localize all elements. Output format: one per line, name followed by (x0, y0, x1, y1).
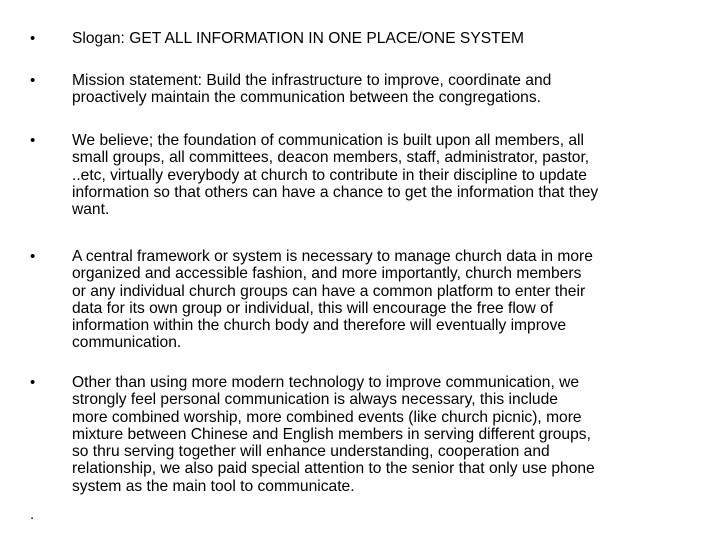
bullet-icon: • (30, 248, 36, 265)
bullet-icon: • (30, 30, 36, 47)
bullet-icon: • (30, 132, 36, 149)
bullet-icon: • (30, 72, 36, 89)
bullet-icon: • (30, 374, 36, 391)
bullet-text: Mission statement: Build the infrastructure to improve, coordinate and proactively maintain the communication between the congregations. (72, 72, 552, 107)
bullet-text: Slogan: GET ALL INFORMATION IN ONE PLACE/ONE SYSTEM (72, 30, 525, 47)
bullet-text: Other than using more modern technology to improve communication, we strongly feel personal communication is always necessary, this include more combined worship, more combined events (like church picnic), more mixture between Chinese and English members in serving different groups, so thru serving together will enhance understanding, cooperation and relationship, we also paid special attention to the senior that only use phone system as the main tool to communicate. (72, 374, 595, 495)
bullet-text: A central framework or system is necessary to manage church data in more organized and accessible fashion, and more importantly, church members or any individual church groups can have a common platform to enter their data for its own group or individual, this will encourage the free flow of information within the church body and therefore will eventually improve communication. (72, 248, 593, 352)
bullet-text: We believe; the foundation of communication is built upon all members, all small groups, all committees, deacon members, staff, administrator, pastor, ..etc, virtually everybody at church to contribute in their discipline to update information so that others can have a chance to get the information that they want. (72, 132, 599, 219)
trailing-mark: . (30, 506, 35, 523)
